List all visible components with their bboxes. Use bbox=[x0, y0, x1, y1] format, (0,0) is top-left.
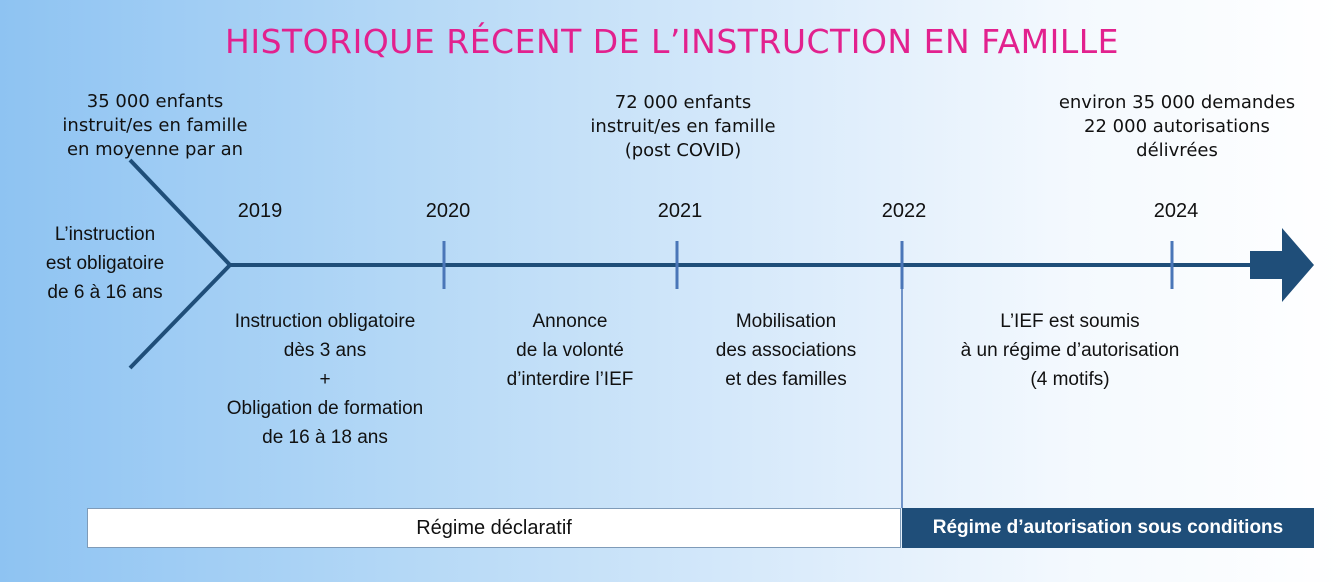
left-note: L’instruction est obligatoire de 6 à 16 ans bbox=[45, 224, 165, 303]
regime-declaratif-label: Régime déclaratif bbox=[416, 516, 572, 539]
regime-declaratif-bar bbox=[87, 508, 901, 548]
year-label-2020: 2020 bbox=[425, 200, 471, 222]
event-2022: L’IEF est soumis à un régime d’autorisation (4 motifs) bbox=[960, 311, 1180, 390]
regime-autorisation-label: Régime d’autorisation sous conditions bbox=[932, 517, 1284, 538]
stat-2021: 72 000 enfants instruit/es en famille (post COVID) bbox=[590, 92, 776, 161]
page-title: HISTORIQUE RÉCENT DE L’INSTRUCTION EN FAMILLE bbox=[225, 22, 1119, 61]
year-label-2022: 2022 bbox=[881, 200, 927, 222]
event-2019: Instruction obligatoire dès 3 ans + Obligation de formation de 16 à 18 ans bbox=[226, 311, 424, 448]
year-label-2019: 2019 bbox=[237, 200, 283, 222]
event-2021: Mobilisation des associations et des familles bbox=[715, 311, 857, 390]
event-2020: Annonce de la volonté d’interdire l’IEF bbox=[506, 311, 634, 390]
year-label-2021: 2021 bbox=[657, 200, 703, 222]
stat-2019: 35 000 enfants instruit/es en famille en moyenne par an bbox=[62, 91, 248, 160]
timeline-arrow-icon bbox=[1250, 228, 1314, 302]
year-label-2024: 2024 bbox=[1153, 200, 1199, 222]
regime-autorisation-bar bbox=[902, 508, 1314, 548]
stat-2024: environ 35 000 demandes 22 000 autorisations délivrées bbox=[1058, 92, 1296, 161]
